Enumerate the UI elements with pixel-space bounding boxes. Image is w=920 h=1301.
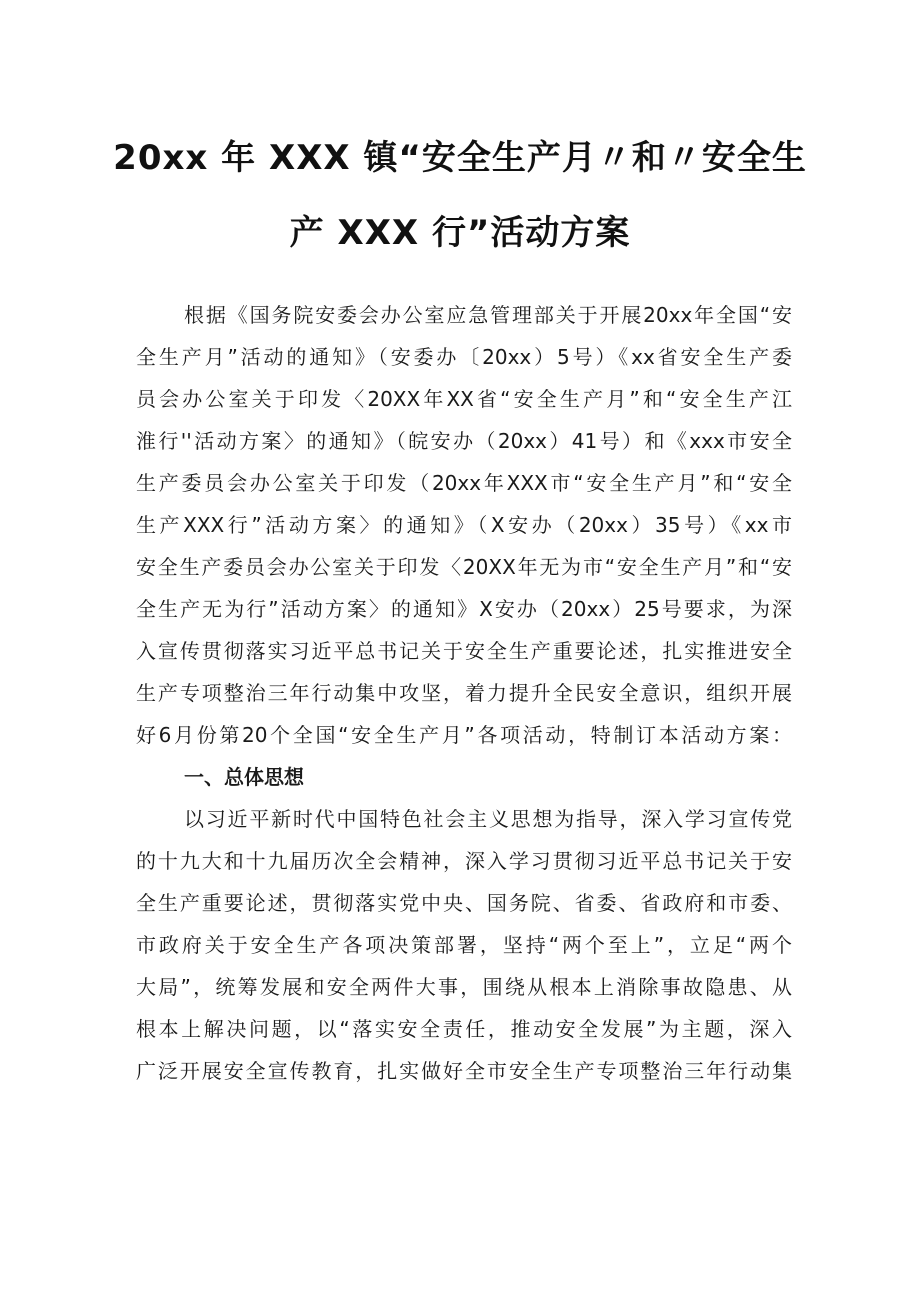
paragraph-1-line: 入宣传贯彻落实习近平总书记关于安全生产重要论述，扎实推进安全 <box>136 639 792 663</box>
paragraph-1-line: 全生产月”活动的通知》（安委办〔20xx）5号）《xx省安全生产委 <box>136 345 792 369</box>
paragraph-2-line: 以习近平新时代中国特色社会主义思想为指导，深入学习宣传党 <box>184 807 792 831</box>
paragraph-1-line: 根据《国务院安委会办公室应急管理部关于开展20xx年全国“安 <box>184 303 792 327</box>
paragraph-2-line: 的十九大和十九届历次全会精神，深入学习贯彻习近平总书记关于安 <box>136 849 792 873</box>
paragraph-2-line: 大局”，统筹发展和安全两件大事，围绕从根本上消除事故隐患、从 <box>136 975 792 999</box>
paragraph-2-line: 市政府关于安全生产各项决策部署，坚持“两个至上”，立足“两个 <box>136 933 792 957</box>
paragraph-2-line: 广泛开展安全宣传教育，扎实做好全市安全生产专项整治三年行动集 <box>136 1059 792 1083</box>
paragraph-2-line: 根本上解决问题，以“落实安全责任，推动安全发展”为主题，深入 <box>136 1017 792 1041</box>
paragraph-1-line: 好6月份第20个全国“安全生产月”各项活动，特制订本活动方案： <box>136 723 792 747</box>
paragraph-1-line: 员会办公室关于印发〈20XX年XX省“安全生产月”和“安全生产江 <box>136 387 792 411</box>
document-title-line-1: 20xx 年 XXX 镇“安全生产月〃和〃安全生 <box>113 138 807 178</box>
paragraph-1-line: 生产委员会办公室关于印发（20xx年XXX市“安全生产月”和“安全 <box>136 471 792 495</box>
paragraph-1-line: 生产专项整治三年行动集中攻坚，着力提升全民安全意识，组织开展 <box>136 681 792 705</box>
paragraph-1-line: 淮行''活动方案〉的通知》（皖安办（20xx）41号）和《xxx市安全 <box>136 429 792 453</box>
paragraph-1-line: 全生产无为行”活动方案〉的通知》X安办（20xx）25号要求，为深 <box>136 597 792 621</box>
section-1-heading: 一、总体思想 <box>184 765 304 789</box>
paragraph-1-line: 安全生产委员会办公室关于印发〈20XX年无为市“安全生产月”和“安 <box>136 555 792 579</box>
paragraph-2-line: 全生产重要论述，贯彻落实党中央、国务院、省委、省政府和市委、 <box>136 891 792 915</box>
paragraph-1-line: 生产XXX行”活动方案〉的通知》（X安办（20xx）35号）《xx市 <box>136 513 792 537</box>
document-title-line-2: 产 XXX 行”活动方案 <box>289 213 631 253</box>
